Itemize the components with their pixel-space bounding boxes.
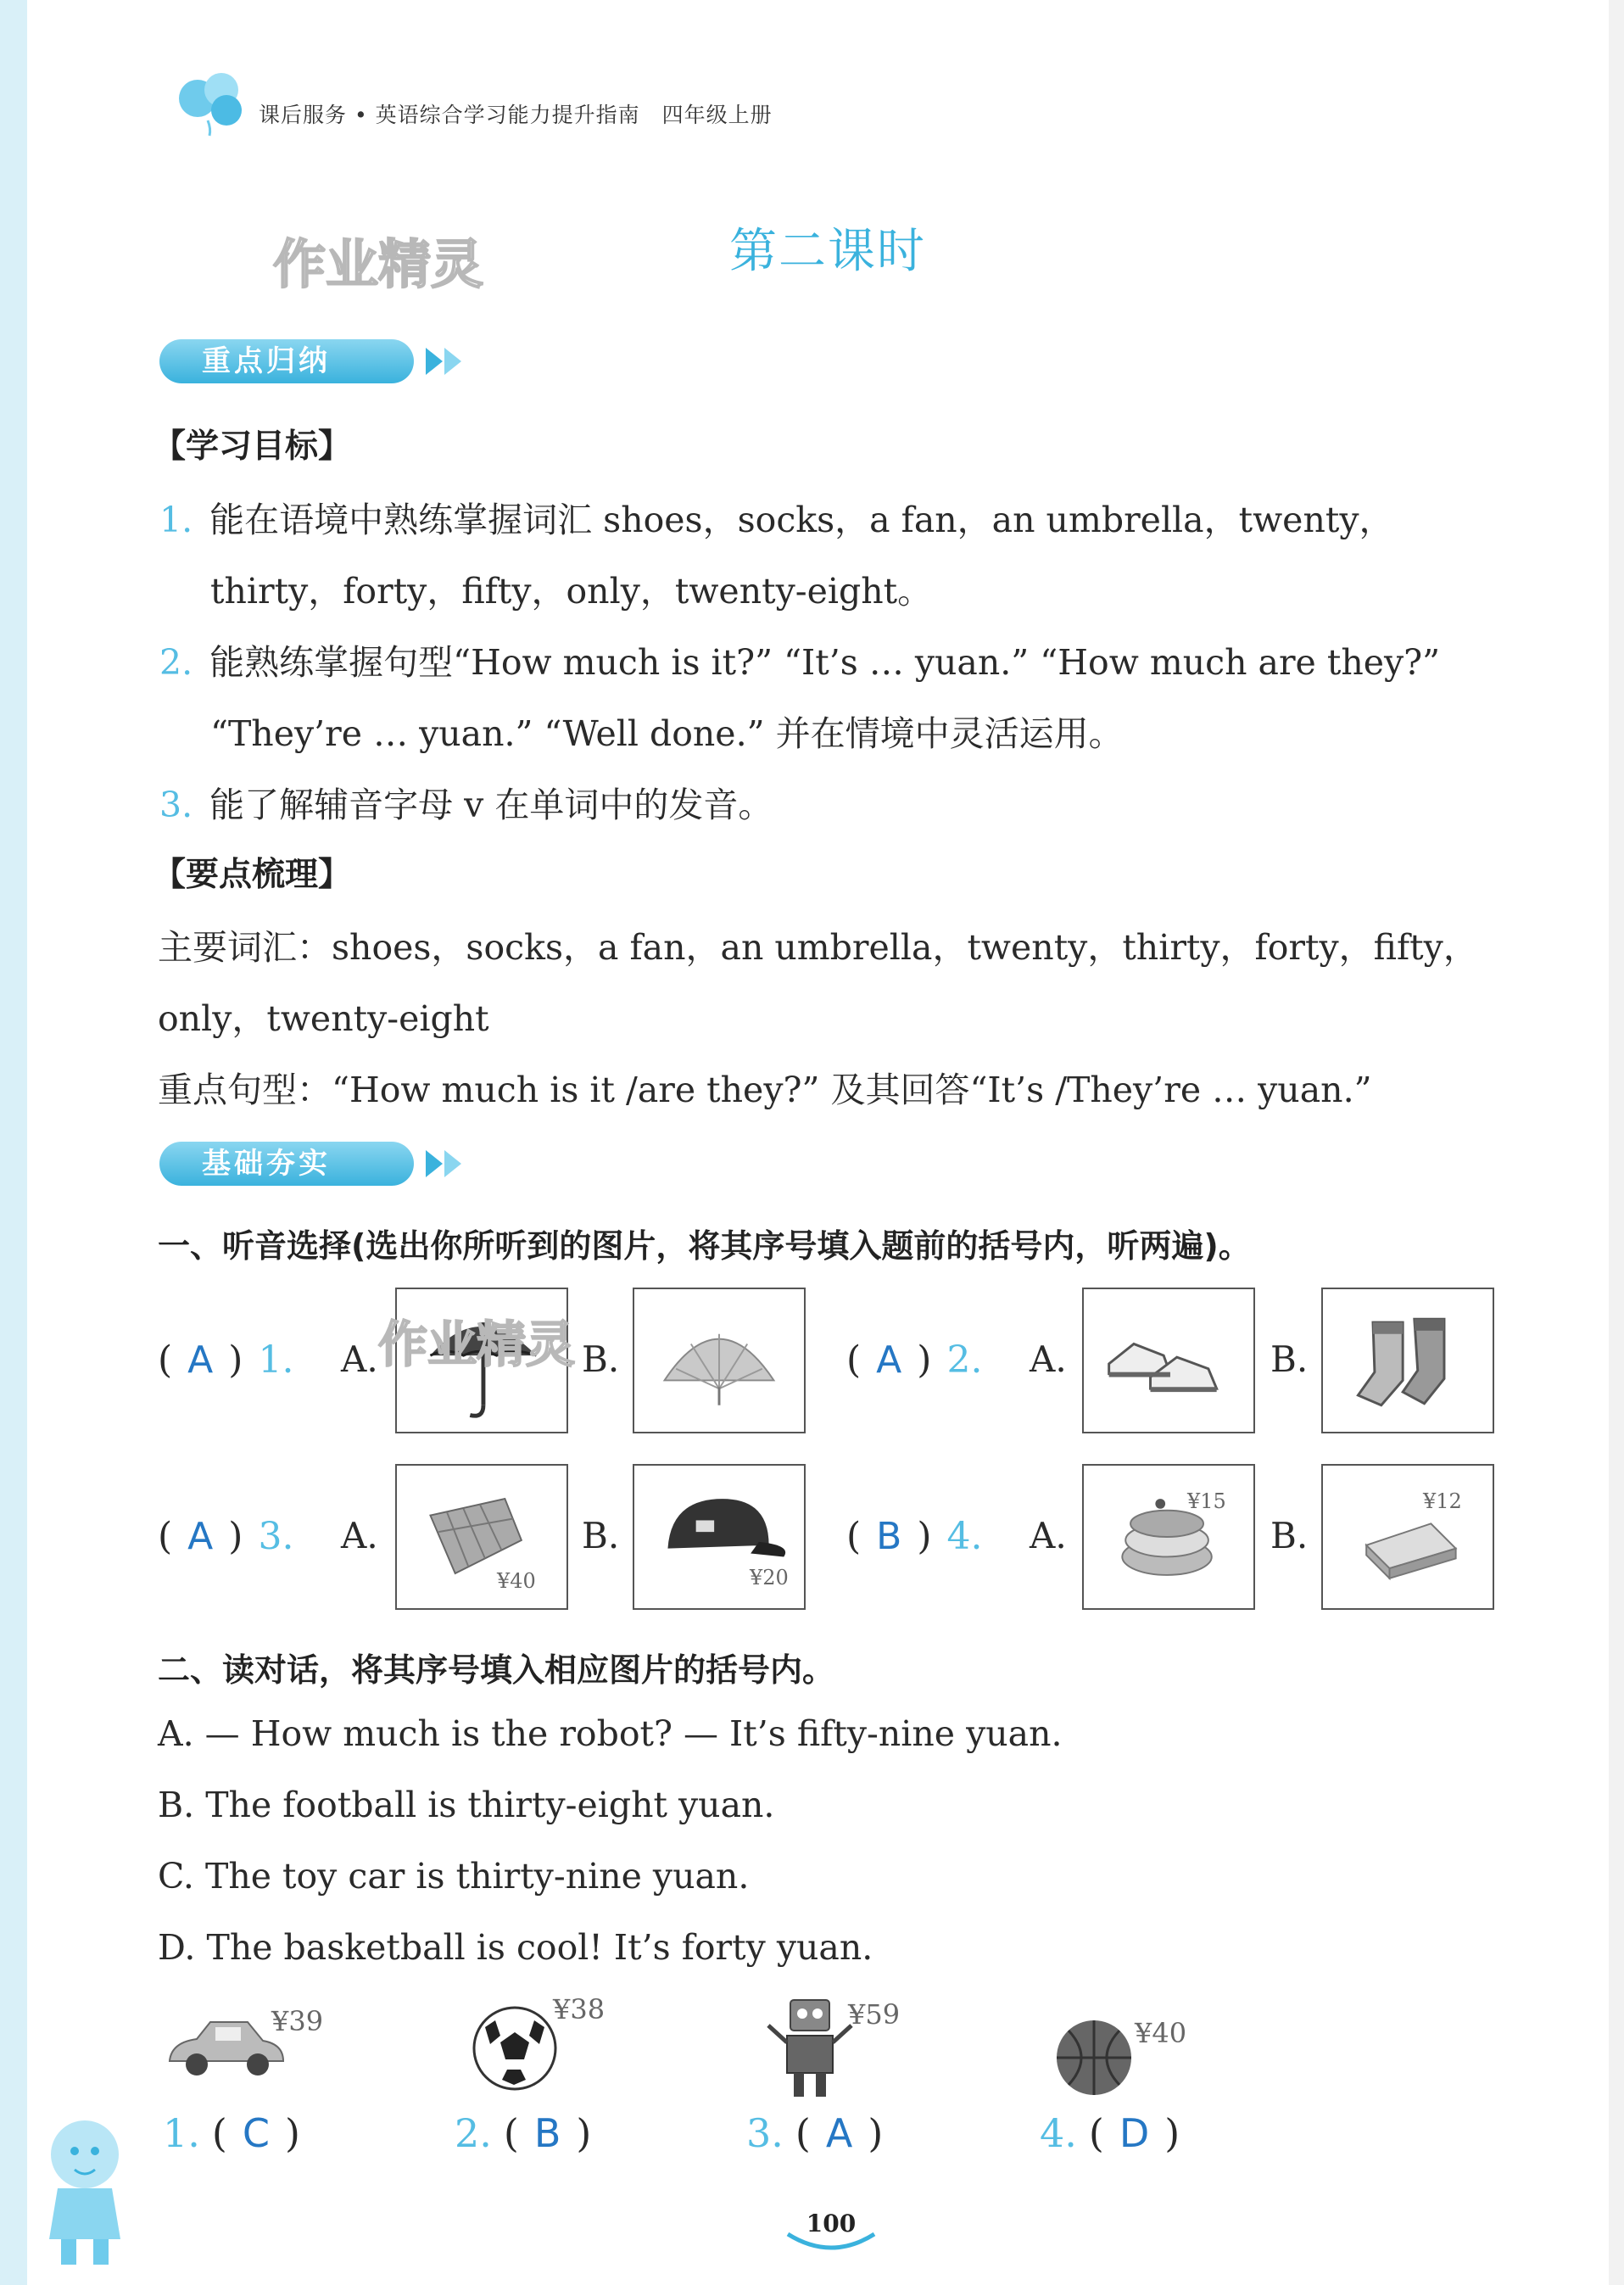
q4-a-price: ¥15 bbox=[1187, 1489, 1226, 1513]
q2-answer-slot: ( A ) 2. bbox=[846, 1338, 983, 1382]
q4-option-a[interactable] bbox=[1082, 1464, 1255, 1610]
sentence-pattern: 重点句型：“How much is it /are they?” 及其回答“It’s /They’re … yuan.” bbox=[158, 1070, 1372, 1110]
q4-b-label: B. bbox=[1270, 1515, 1309, 1556]
q2-answer: A bbox=[876, 1338, 902, 1382]
vocab-line1: 主要词汇：shoes，socks，a fan，an umbrella，twenty，thirty，forty，fifty， bbox=[158, 927, 1478, 968]
item1-answer: C bbox=[242, 2110, 270, 2156]
objective-1-line2: thirty，forty，fifty，only，twenty-eight。 bbox=[210, 571, 933, 612]
item2-answer: B bbox=[533, 2110, 561, 2156]
objectives-title: 【学习目标】 bbox=[153, 427, 352, 466]
q3-answer-slot: ( A ) 3. bbox=[158, 1515, 294, 1558]
shoes-icon bbox=[1084, 1289, 1253, 1432]
basketball-icon bbox=[1052, 2015, 1136, 2100]
item3-price: ¥59 bbox=[848, 1998, 901, 2031]
q2-option-a[interactable] bbox=[1082, 1288, 1255, 1433]
q2-a-label: A. bbox=[1030, 1338, 1067, 1380]
lesson-title: 第二课时 bbox=[729, 224, 926, 279]
part2-heading: 二、读对话，将其序号填入相应图片的括号内。 bbox=[158, 1651, 835, 1689]
item4-answer: D bbox=[1119, 2110, 1150, 2156]
watermark: 作业精灵 bbox=[273, 233, 484, 295]
part1-heading: 一、听音选择(选出你所听到的图片，将其序号填入题前的括号内，听两遍)。 bbox=[158, 1227, 1251, 1265]
q3-b-price: ¥20 bbox=[750, 1566, 789, 1589]
left-decor-strip bbox=[0, 0, 27, 2285]
item4-answer-slot: 4. ( D ) bbox=[1040, 2110, 1180, 2156]
q3-a-price: ¥40 bbox=[497, 1569, 536, 1593]
part2-option-b: B. The football is thirty-eight yuan. bbox=[158, 1785, 775, 1825]
socks-icon bbox=[1323, 1289, 1493, 1432]
balloons-icon bbox=[174, 70, 250, 137]
item2-answer-slot: 2. ( B ) bbox=[455, 2110, 592, 2156]
q4-answer-slot: ( B ) 4. bbox=[846, 1515, 983, 1558]
part2-option-a: A. — How much is the robot? — It’s fifty-nine yuan. bbox=[158, 1713, 1063, 1754]
summary-title: 【要点梳理】 bbox=[153, 856, 352, 894]
scarf-icon bbox=[397, 1466, 566, 1608]
sandwich-icon bbox=[1323, 1466, 1493, 1608]
q1-answer-slot: ( A ) 1. bbox=[158, 1338, 294, 1382]
q4-answer: B bbox=[876, 1515, 902, 1558]
fan-icon bbox=[634, 1289, 804, 1432]
cake-icon bbox=[1084, 1466, 1253, 1608]
watermark-overlay: 作业精灵 bbox=[378, 1316, 576, 1373]
vocab-line2: only，twenty-eight bbox=[158, 998, 489, 1039]
section-key-points: 重点归纳 bbox=[159, 339, 414, 383]
q3-answer: A bbox=[187, 1515, 214, 1558]
item2-price: ¥38 bbox=[553, 1993, 606, 2025]
q4-a-label: A. bbox=[1030, 1515, 1067, 1556]
double-arrow-icon bbox=[424, 344, 466, 378]
item1-answer-slot: 1. ( C ) bbox=[163, 2110, 300, 2156]
q4-b-price: ¥12 bbox=[1423, 1489, 1462, 1513]
cartoon-kid-icon bbox=[32, 2103, 142, 2273]
q3-option-a[interactable] bbox=[395, 1464, 568, 1610]
q2-option-b[interactable] bbox=[1321, 1288, 1494, 1433]
q3-b-label: B. bbox=[582, 1515, 620, 1556]
double-arrow-icon bbox=[424, 1147, 466, 1181]
item4-price: ¥40 bbox=[1135, 2017, 1187, 2049]
robot-icon bbox=[763, 1992, 857, 2102]
q3-option-b[interactable] bbox=[633, 1464, 806, 1610]
q3-a-label: A. bbox=[341, 1515, 378, 1556]
q1-a-label: A. bbox=[341, 1338, 378, 1380]
football-icon bbox=[468, 2002, 561, 2095]
objective-2-line2: “They’re … yuan.” “Well done.” 并在情境中灵活运用。 bbox=[210, 713, 1124, 754]
q1-answer: A bbox=[187, 1338, 214, 1382]
book-header: 课后服务 • 英语综合学习能力提升指南 四年级上册 bbox=[259, 103, 773, 127]
objective-3: 3. 能了解辅音字母 v 在单词中的发音。 bbox=[159, 785, 773, 825]
objective-1-line1: 1. 能在语境中熟练掌握词汇 shoes，socks，a fan，an umbrella，twenty， bbox=[159, 500, 1394, 540]
item3-answer: A bbox=[825, 2110, 853, 2156]
item1-price: ¥39 bbox=[271, 2005, 324, 2037]
q4-option-b[interactable] bbox=[1321, 1464, 1494, 1610]
part2-option-d: D. The basketball is cool! It’s forty yuan. bbox=[158, 1927, 873, 1968]
part2-option-c: C. The toy car is thirty-nine yuan. bbox=[158, 1856, 750, 1897]
q1-b-label: B. bbox=[582, 1338, 620, 1380]
q2-b-label: B. bbox=[1270, 1338, 1309, 1380]
q1-option-b[interactable] bbox=[633, 1288, 806, 1433]
objective-2-line1: 2. 能熟练掌握句型“How much is it?” “It’s … yuan.” “How much are they?” bbox=[159, 642, 1441, 683]
right-margin bbox=[1609, 0, 1624, 2285]
section-basics: 基础夯实 bbox=[159, 1142, 414, 1186]
page-number: 100 bbox=[806, 2210, 857, 2238]
item3-answer-slot: 3. ( A ) bbox=[746, 2110, 884, 2156]
